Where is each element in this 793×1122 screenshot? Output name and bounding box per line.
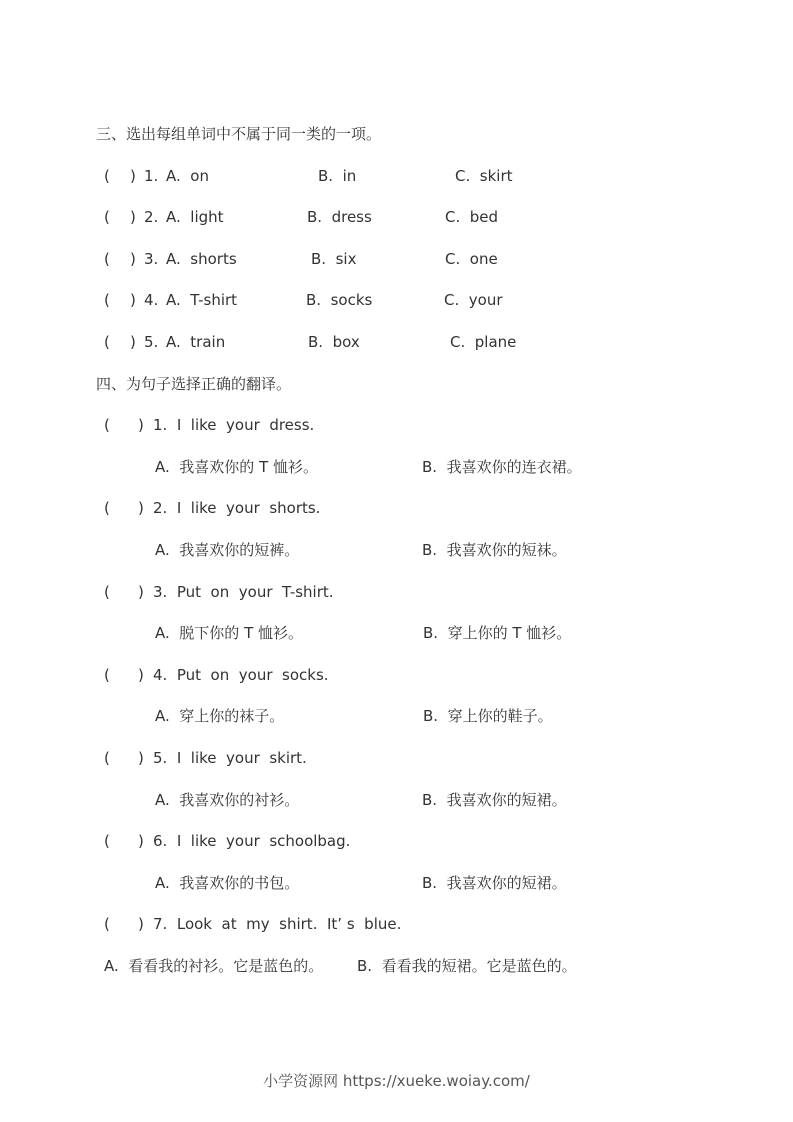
option-b: B. 看看我的短裙。它是蓝色的。 (357, 957, 577, 975)
answer-blank-close: ) (130, 291, 136, 309)
footer-watermark: 小学资源网 https://xueke.woiay.com/ (263, 1072, 530, 1090)
option-a: A. 我喜欢你的 T 恤衫。 (155, 458, 319, 476)
sentence: 7. Look at my shirt. It’ s blue. (153, 915, 402, 933)
option-c: C. your (444, 291, 503, 309)
option-a: A. 看看我的衬衫。它是蓝色的。 (104, 957, 324, 975)
answer-blank-open[interactable]: ( (104, 333, 110, 351)
option-b: B. 我喜欢你的连衣裙。 (422, 458, 582, 476)
option-a: A. train (166, 333, 226, 351)
answer-blank-open[interactable]: ( (104, 416, 110, 434)
answer-blank-close: ) (130, 250, 136, 268)
item-number: 4. (144, 291, 159, 309)
answer-blank-close: ) (138, 499, 144, 517)
option-a: A. shorts (166, 250, 237, 268)
answer-blank-close: ) (130, 333, 136, 351)
option-b: B. socks (306, 291, 373, 309)
answer-blank-open[interactable]: ( (104, 291, 110, 309)
option-a: A. 我喜欢你的书包。 (155, 874, 300, 892)
option-c: C. one (445, 250, 498, 268)
option-a: A. T-shirt (166, 291, 238, 309)
sentence: 1. I like your dress. (153, 416, 315, 434)
answer-blank-open[interactable]: ( (104, 832, 110, 850)
answer-blank-open[interactable]: ( (104, 583, 110, 601)
option-b: B. 我喜欢你的短裙。 (422, 874, 567, 892)
answer-blank-open[interactable]: ( (104, 749, 110, 767)
option-a: A. 脱下你的 T 恤衫。 (155, 624, 304, 642)
option-a: A. 我喜欢你的衬衫。 (155, 791, 300, 809)
option-a: A. light (166, 208, 224, 226)
option-a: A. 穿上你的袜子。 (155, 707, 285, 725)
item-number: 1. (144, 167, 159, 185)
item-number: 3. (144, 250, 159, 268)
option-b: B. box (308, 333, 360, 351)
option-b: B. 我喜欢你的短袜。 (422, 541, 567, 559)
answer-blank-close: ) (130, 208, 136, 226)
item-number: 5. (144, 333, 159, 351)
item-number: 2. (144, 208, 159, 226)
sentence: 5. I like your skirt. (153, 749, 307, 767)
sentence: 6. I like your schoolbag. (153, 832, 351, 850)
option-b: B. 穿上你的鞋子。 (423, 707, 553, 725)
option-b: B. 穿上你的 T 恤衫。 (423, 624, 572, 642)
answer-blank-close: ) (138, 915, 144, 933)
answer-blank-open[interactable]: ( (104, 250, 110, 268)
answer-blank-open[interactable]: ( (104, 666, 110, 684)
answer-blank-close: ) (130, 167, 136, 185)
option-a: A. 我喜欢你的短裤。 (155, 541, 300, 559)
answer-blank-open[interactable]: ( (104, 915, 110, 933)
answer-blank-open[interactable]: ( (104, 208, 110, 226)
sentence: 3. Put on your T-shirt. (153, 583, 334, 601)
answer-blank-close: ) (138, 583, 144, 601)
answer-blank-open[interactable]: ( (104, 167, 110, 185)
section3-heading: 三、选出每组单词中不属于同一类的一项。 (96, 125, 382, 143)
option-b: B. in (318, 167, 357, 185)
answer-blank-close: ) (138, 416, 144, 434)
answer-blank-open[interactable]: ( (104, 499, 110, 517)
option-c: C. skirt (455, 167, 513, 185)
option-c: C. bed (445, 208, 499, 226)
option-b: B. dress (307, 208, 372, 226)
sentence: 4. Put on your socks. (153, 666, 329, 684)
answer-blank-close: ) (138, 666, 144, 684)
option-b: B. 我喜欢你的短裙。 (422, 791, 567, 809)
answer-blank-close: ) (138, 832, 144, 850)
option-a: A. on (166, 167, 209, 185)
option-b: B. six (311, 250, 357, 268)
option-c: C. plane (450, 333, 517, 351)
answer-blank-close: ) (138, 749, 144, 767)
section4-heading: 四、为句子选择正确的翻译。 (96, 375, 292, 393)
sentence: 2. I like your shorts. (153, 499, 321, 517)
